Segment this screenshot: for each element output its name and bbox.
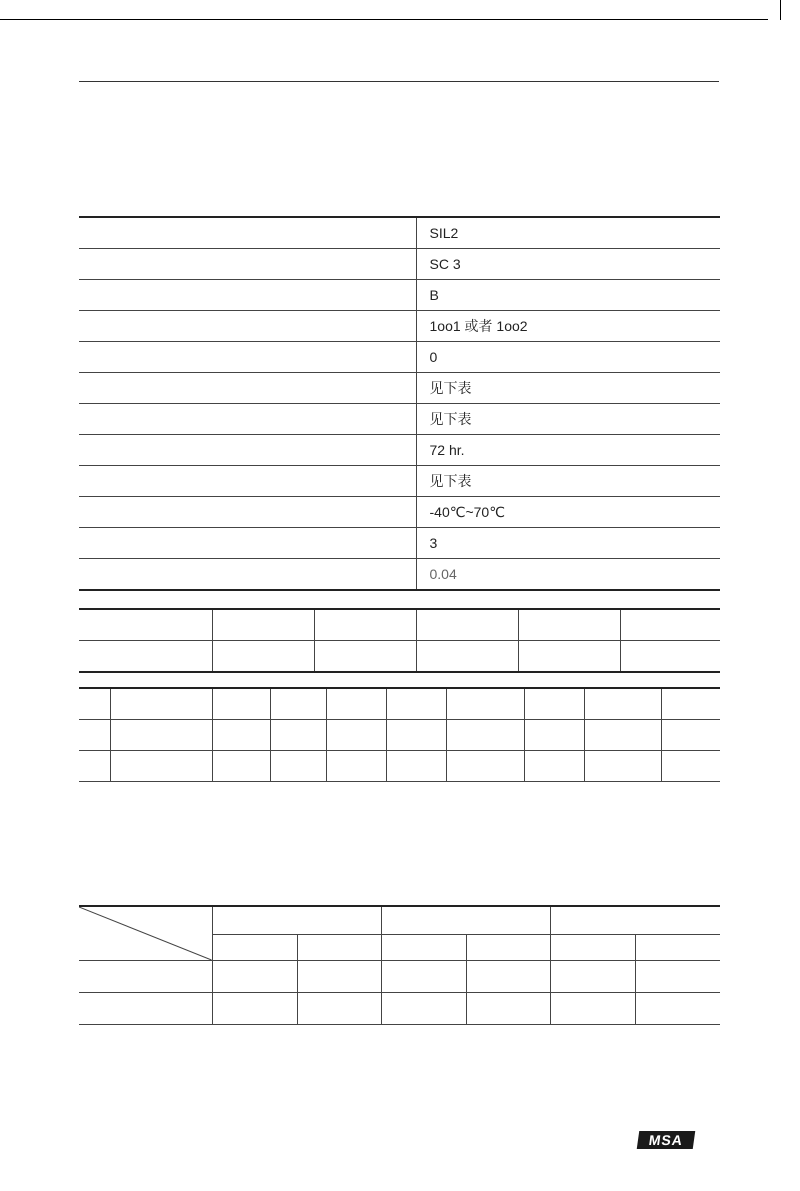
table-row	[79, 751, 720, 782]
crop-mark-horizontal	[0, 19, 768, 20]
sub-header-cell	[381, 935, 466, 961]
table-cell	[524, 751, 584, 782]
spec-value: 72 hr.	[416, 435, 720, 466]
table-cell	[212, 609, 314, 641]
spec-label	[79, 342, 416, 373]
table-cell	[661, 688, 720, 720]
table-row	[79, 311, 720, 342]
table-cell	[550, 993, 635, 1025]
table-cell	[386, 751, 446, 782]
sub-header-cell	[466, 935, 550, 961]
table-cell	[270, 720, 326, 751]
table-cell	[620, 609, 720, 641]
table-cell	[518, 609, 620, 641]
spec-value: B	[416, 280, 720, 311]
table-cell	[314, 641, 416, 673]
table-cell	[466, 993, 550, 1025]
table-cell	[270, 751, 326, 782]
table-row	[79, 466, 720, 497]
table-cell	[661, 720, 720, 751]
table-row	[79, 373, 720, 404]
table-row	[79, 342, 720, 373]
spec-label	[79, 404, 416, 435]
spec-label	[79, 217, 416, 249]
table-cell	[524, 720, 584, 751]
table-cell	[446, 688, 524, 720]
table-cell	[79, 688, 110, 720]
crop-mark-vertical	[780, 0, 781, 20]
group-header-cell	[212, 906, 381, 935]
table-cell	[79, 993, 212, 1025]
table-cell	[386, 720, 446, 751]
table-cell	[466, 961, 550, 993]
table-cell	[326, 688, 386, 720]
table-cell	[635, 961, 720, 993]
table-cell	[584, 751, 661, 782]
table-cell	[297, 961, 381, 993]
table-cell	[584, 720, 661, 751]
spec-label	[79, 311, 416, 342]
table-row	[79, 435, 720, 466]
group-header-cell	[381, 906, 550, 935]
table-cell	[79, 961, 212, 993]
table-cell	[79, 641, 212, 673]
rates-table	[79, 608, 720, 673]
table-cell	[110, 688, 212, 720]
table-cell	[212, 993, 297, 1025]
table-cell	[446, 751, 524, 782]
spec-value: -40℃~70℃	[416, 497, 720, 528]
table-cell	[326, 751, 386, 782]
table-cell	[446, 720, 524, 751]
table-cell	[270, 688, 326, 720]
spec-label	[79, 497, 416, 528]
sub-header-cell	[297, 935, 381, 961]
spec-value: 见下表	[416, 466, 720, 497]
pfd-table	[79, 905, 720, 1025]
spec-label	[79, 249, 416, 280]
spec-label	[79, 435, 416, 466]
table-row	[79, 217, 720, 249]
table-row	[79, 404, 720, 435]
spec-label	[79, 466, 416, 497]
table-cell	[386, 688, 446, 720]
header-rule	[79, 81, 719, 82]
group-header-cell	[550, 906, 720, 935]
spec-label	[79, 528, 416, 559]
table-row	[79, 688, 720, 720]
table-cell	[620, 641, 720, 673]
table-row	[79, 280, 720, 311]
table-cell	[635, 993, 720, 1025]
table-row	[79, 961, 720, 993]
table-row	[79, 528, 720, 559]
msa-logo: MSA	[637, 1131, 696, 1149]
spec-value: SC 3	[416, 249, 720, 280]
table-cell	[212, 688, 270, 720]
table-cell	[416, 609, 518, 641]
spec-label	[79, 559, 416, 591]
table-row	[79, 249, 720, 280]
diagonal-header-cell	[79, 906, 212, 961]
table-row	[79, 906, 720, 935]
table-row	[79, 609, 720, 641]
table-cell	[212, 641, 314, 673]
spec-label	[79, 280, 416, 311]
table-cell	[212, 751, 270, 782]
table-cell	[212, 720, 270, 751]
spec-value: 0	[416, 342, 720, 373]
table-cell	[297, 993, 381, 1025]
spec-value: 1oo1 或者 1oo2	[416, 311, 720, 342]
table-cell	[79, 609, 212, 641]
table-cell	[584, 688, 661, 720]
table-cell	[110, 751, 212, 782]
table-cell	[381, 961, 466, 993]
table-cell	[79, 751, 110, 782]
sub-header-cell	[550, 935, 635, 961]
table-cell	[661, 751, 720, 782]
spec-value: SIL2	[416, 217, 720, 249]
table-cell	[110, 720, 212, 751]
table-row	[79, 720, 720, 751]
table-cell	[524, 688, 584, 720]
table-cell	[326, 720, 386, 751]
spec-value: 见下表	[416, 373, 720, 404]
table-cell	[518, 641, 620, 673]
table-cell	[212, 961, 297, 993]
table-cell	[416, 641, 518, 673]
table-row	[79, 497, 720, 528]
diagonal-line-icon	[79, 907, 212, 960]
spec-value: 见下表	[416, 404, 720, 435]
spec-table	[79, 216, 720, 591]
table-row	[79, 559, 720, 591]
spec-value: 3	[416, 528, 720, 559]
table-cell	[314, 609, 416, 641]
spec-label	[79, 373, 416, 404]
spec-value: 0.04	[416, 559, 720, 591]
table-cell	[381, 993, 466, 1025]
table-row	[79, 641, 720, 673]
table-cell	[550, 961, 635, 993]
table-row	[79, 993, 720, 1025]
sub-header-cell	[635, 935, 720, 961]
sub-header-cell	[212, 935, 297, 961]
table-cell	[79, 720, 110, 751]
failure-table	[79, 687, 720, 782]
